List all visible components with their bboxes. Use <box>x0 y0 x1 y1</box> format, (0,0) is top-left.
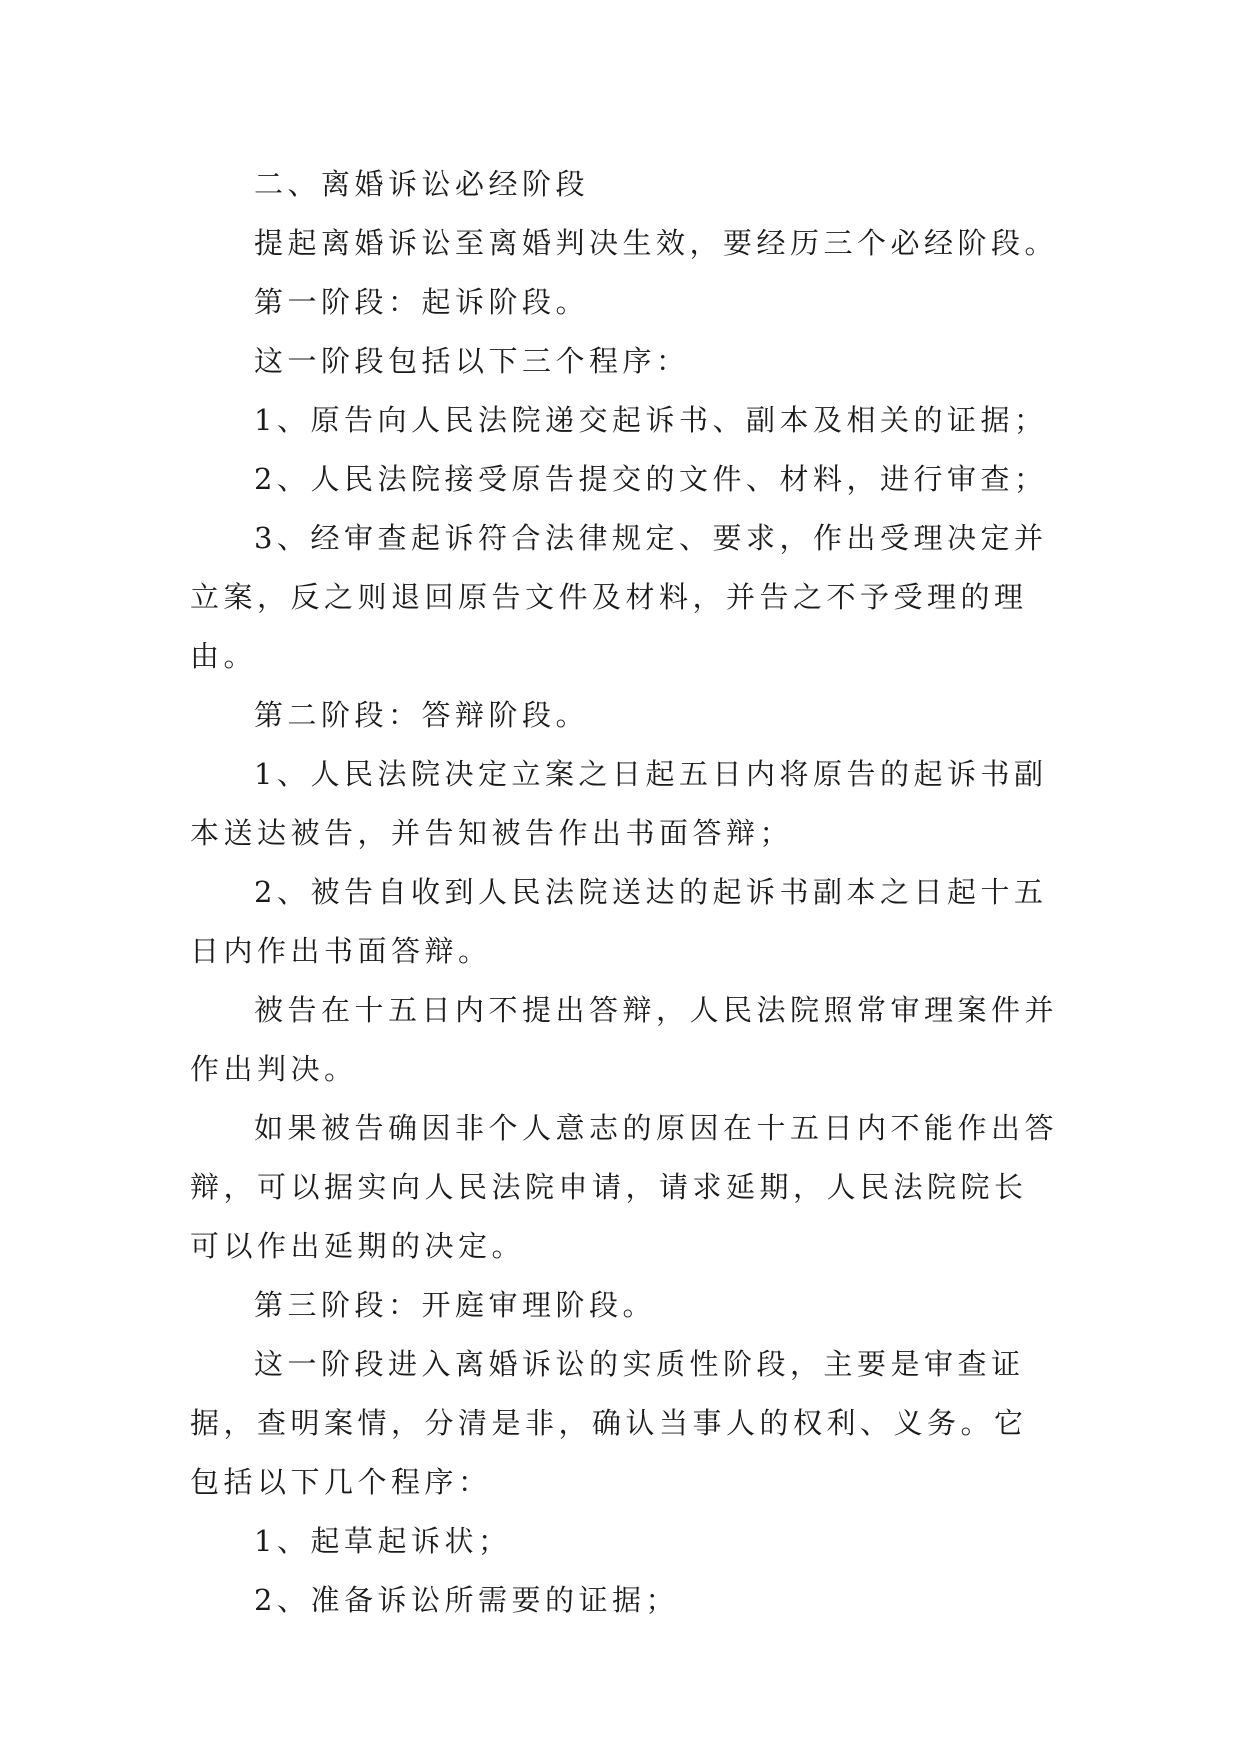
stage-three-heading: 第三阶段：开庭审理阶段。 <box>254 1288 657 1322</box>
stage-two-heading: 第二阶段：答辩阶段。 <box>254 698 590 732</box>
paragraph: 被告在十五日内不提出答辩，人民法院照常审理案件并作出判决。 <box>190 993 1059 1086</box>
paragraph: 这一阶段进入离婚诉讼的实质性阶段，主要是审查证据，查明案情，分清是非，确认当事人的权利、义务。它包括以下几个程序： <box>190 1347 1028 1499</box>
paragraph: 这一阶段包括以下三个程序： <box>254 344 690 378</box>
document-body <box>190 155 1060 1630</box>
list-item: 2、被告自收到人民法院送达的起诉书副本之日起十五日内作出书面答辩。 <box>190 875 1048 968</box>
section-heading: 二、离婚诉讼必经阶段 <box>254 167 590 201</box>
list-item: 1、起草起诉状； <box>254 1524 512 1558</box>
list-item: 1、人民法院决定立案之日起五日内将原告的起诉书副本送达被告，并告知被告作出书面答辩； <box>190 757 1048 850</box>
paragraph-intro: 提起离婚诉讼至离婚判决生效，要经历三个必经阶段。 <box>254 226 1059 260</box>
list-item: 3、经审查起诉符合法律规定、要求，作出受理决定并立案，反之则退回原告文件及材料，并告之不予受理的理由。 <box>190 521 1048 673</box>
stage-one-heading: 第一阶段：起诉阶段。 <box>254 285 590 319</box>
list-item: 1、原告向人民法院递交起诉书、副本及相关的证据； <box>254 403 1048 437</box>
list-item: 2、准备诉讼所需要的证据； <box>254 1583 679 1617</box>
paragraph: 如果被告确因非个人意志的原因在十五日内不能作出答辩，可以据实向人民法院申请，请求延期，人民法院院长可以作出延期的决定。 <box>190 1111 1059 1263</box>
list-item: 2、人民法院接受原告提交的文件、材料，进行审查； <box>254 462 1048 496</box>
